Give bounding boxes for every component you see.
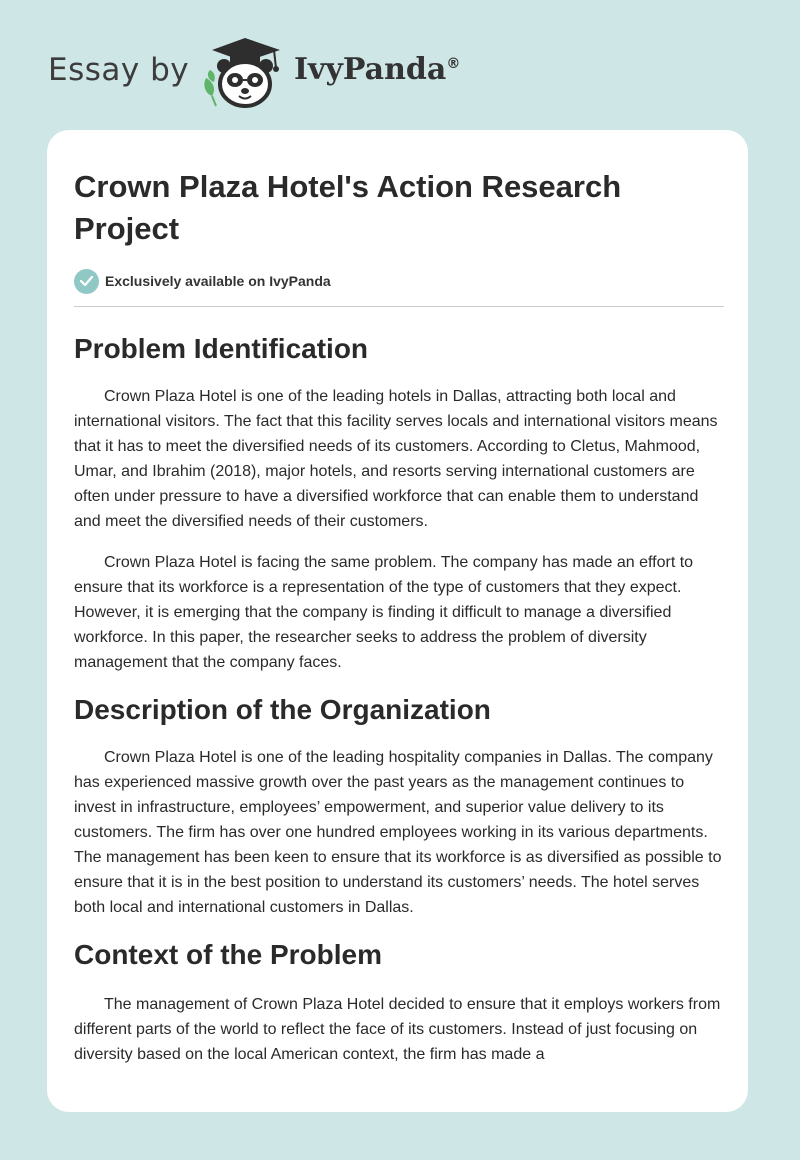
brand-name-text: IvyPanda [294,52,447,87]
essay-card [47,130,748,1112]
paragraph: The management of Crown Plaza Hotel decided to ensure that it employs workers from different parts of the world to reflect the face of its customers. Instead of just focusing on diversity based on the local American context, the firm has made a [74,996,721,1063]
check-icon [74,269,99,294]
divider [74,306,724,307]
brand-name[interactable] [294,52,460,87]
section-heading-description-of-the-organization: Description of the Organization [74,694,491,725]
section-heading-problem-identification: Problem Identification [74,333,369,364]
section-heading-context-of-the-problem: Context of the Problem [74,939,383,970]
paragraph: Crown Plaza Hotel is facing the same problem. The company has made an effort to ensure that its workforce is a representation of the type of customers that they expect. However, it is emerging that the company is finding it difficult to manage a diversified workforce. In this paper, the researcher seeks to address the problem of diversity management that the company faces. [74,554,694,671]
exclusive-label: Exclusively available on IvyPanda [105,273,331,289]
essay-by-label: Essay by [48,52,190,88]
paragraph: Crown Plaza Hotel is one of the leading hospitality companies in Dallas. The company has experienced massive growth over the past years as the management continues to invest in infrastructure, employees’ empowerment, and superior value delivery to its customers. The firm has over one hundred employees working in its various departments. The management has been keen to ensure that its workforce is as diversified as possible to ensure that it is in the best position to understand its customers’ needs. The hotel serves both local and international customers in Dallas. [74,749,722,916]
exclusive-badge [74,268,724,294]
site-header [0,0,800,125]
panda-logo-icon[interactable] [200,34,290,110]
essay-content [74,166,724,1067]
registered-mark: ® [446,56,461,72]
page-title: Crown Plaza Hotel's Action Research Project [74,169,622,246]
paragraph: Crown Plaza Hotel is one of the leading hotels in Dallas, attracting both local and international visitors. The fact that this facility serves locals and international visitors means that it has to meet the diversified needs of its customers. According to Cletus, Mahmood, Umar, and Ibrahim (2018), major hotels, and resorts serving international customers are often under pressure to have a diversified workforce that can enable them to understand and meet the diversified needs of their customers. [74,388,718,530]
